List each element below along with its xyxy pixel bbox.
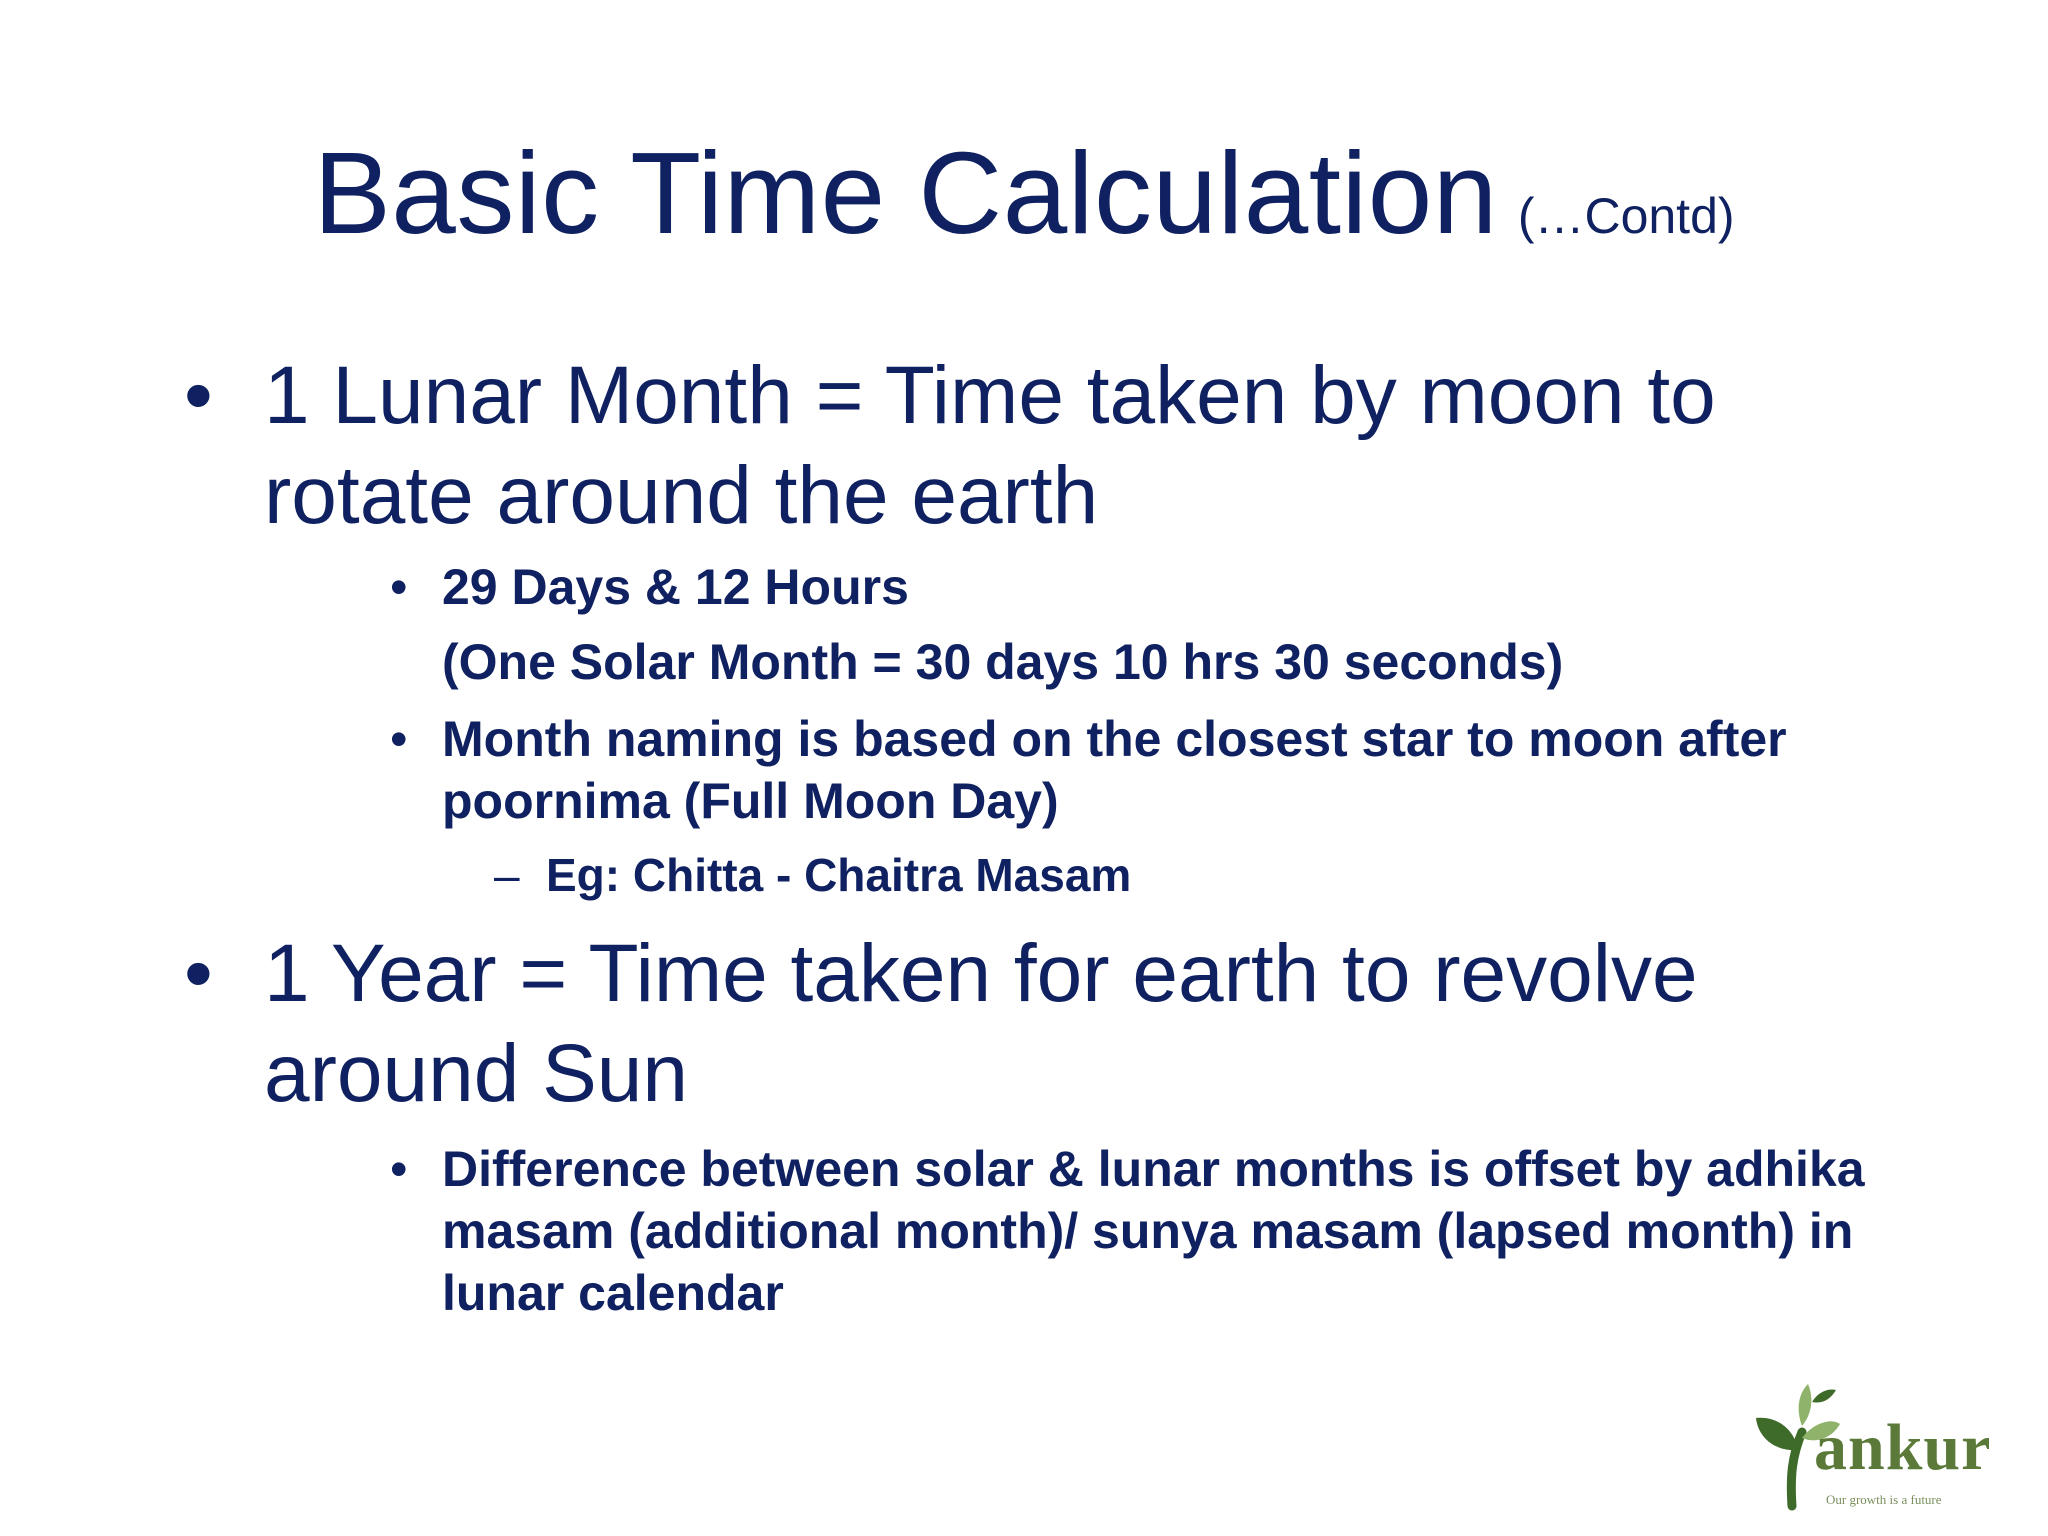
example-text: Eg: Chitta - Chaitra Masam (546, 849, 1132, 901)
sub-bullet-month-naming (390, 708, 1890, 832)
title-contd: (…Contd) (1517, 188, 1735, 244)
bullet-text: Difference between solar & lunar months is offset by adhika masam (additional month)/ sunya masam (lapsed month) in lunar calendar (442, 1141, 1865, 1321)
ankur-logo (1752, 1366, 2022, 1516)
bullet-text: 29 Days & 12 Hours (442, 559, 909, 615)
bullet-marker: • (390, 1141, 408, 1197)
bullet-text: Month naming is based on the closest star to moon after poornima (Full Moon Day) (442, 711, 1787, 829)
logo-tagline: Our growth is a future (1826, 1492, 1942, 1507)
bullet-text: 1 Year = Time taken for earth to revolve around Sun (264, 928, 1698, 1119)
bullet-marker: • (184, 928, 213, 1019)
bullet-marker: • (184, 350, 213, 441)
bullet-year (184, 924, 1824, 1124)
solar-month-note: (One Solar Month = 30 days 10 hrs 30 seconds) (442, 634, 1564, 690)
bullet-marker: • (390, 559, 408, 615)
bullet-marker: • (390, 711, 408, 767)
slide-title (0, 126, 2048, 260)
bullet-text: 1 Lunar Month = Time taken by moon to rotate around the earth (264, 350, 1716, 541)
example-chaitra (494, 846, 1844, 904)
bullet-lunar-month (184, 346, 1824, 546)
dash-marker: – (494, 849, 520, 901)
sub-bullet-lunar-duration (390, 556, 1890, 618)
title-main: Basic Time Calculation (313, 128, 1498, 258)
sub-bullet-adhika-masam (390, 1138, 1890, 1324)
logo-wordmark: ankur (1814, 1411, 1992, 1484)
